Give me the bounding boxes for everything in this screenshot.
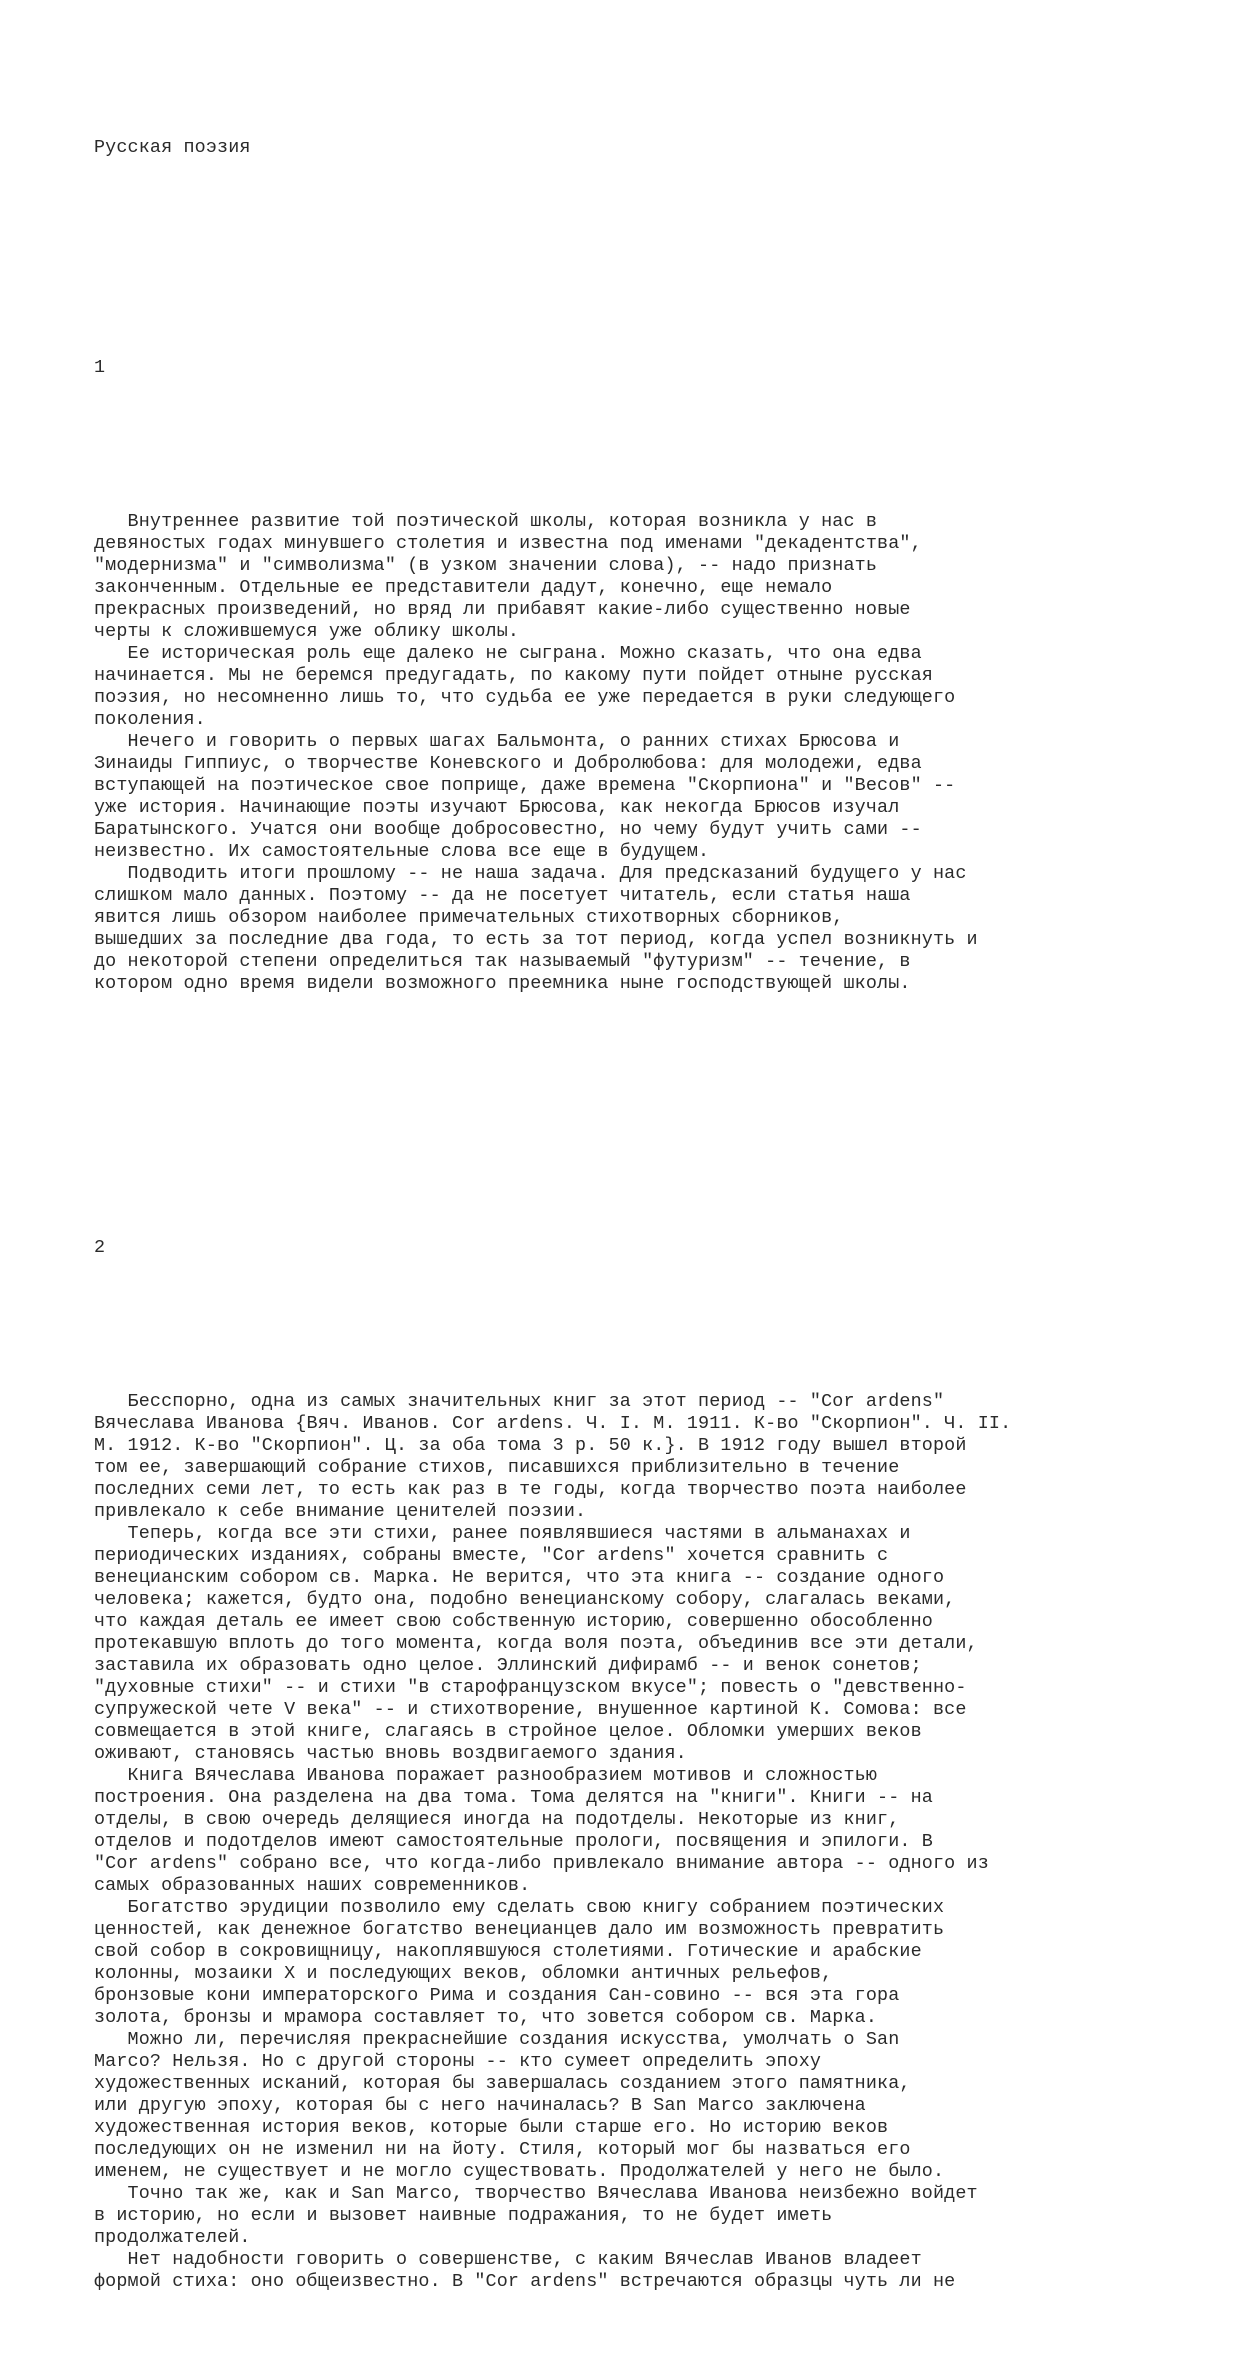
text-line: Нечего и говорить о первых шагах Бальмонта, о ранних стихах Брюсова и: [94, 731, 900, 752]
text-line: законченным. Отдельные ее представители дадут, конечно, еще немало: [94, 577, 833, 598]
text-line: человека; кажется, будто она, подобно венецианскому собору, слагалась веками,: [94, 1589, 956, 1610]
spacer: [94, 423, 1214, 467]
spacer: [94, 203, 1214, 247]
text-line: "духовные стихи" -- и стихи "в старофранцузском вкусе"; повесть о "девственно-: [94, 1677, 967, 1698]
text-line: заставила их образовать одно целое. Эллинский дифирамб -- и венок сонетов;: [94, 1655, 922, 1676]
text-line: явится лишь обзором наиболее примечательных стихотворных сборников,: [94, 907, 844, 928]
text-line: отделов и подотделов имеют самостоятельные прологи, посвящения и эпилоги. В: [94, 1831, 933, 1852]
section-2: [94, 1193, 1214, 2337]
text-line: колонны, мозаики X и последующих веков, обломки античных рельефов,: [94, 1963, 833, 1984]
text-line: Бесспорно, одна из самых значительных книг за этот период -- "Cor ardens": [94, 1391, 945, 1412]
text-line: ценностей, как денежное богатство венецианцев дало им возможность превратить: [94, 1919, 945, 1940]
text-line: самых образованных наших современников.: [94, 1875, 531, 1896]
text-line: бронзовые кони императорского Рима и создания Сан-совино -- вся эта гора: [94, 1985, 900, 2006]
text-line: отделы, в свою очередь делящиеся иногда на подотделы. Некоторые из книг,: [94, 1809, 900, 1830]
text-line: Книга Вячеслава Иванова поражает разнообразием мотивов и сложностью: [94, 1765, 878, 1786]
text-line: венецианским собором св. Марка. Не верится, что эта книга -- создание одного: [94, 1567, 945, 1588]
section-1: [94, 313, 1214, 1039]
text-line: М. 1912. К-во "Скорпион". Ц. за оба тома 3 р. 50 к.}. В 1912 году вышел второй: [94, 1435, 967, 1456]
section-number: 2: [94, 1237, 106, 1258]
text-line: начинается. Мы не беремся предугадать, по какому пути пойдет отныне русская: [94, 665, 933, 686]
text-line: совмещается в этой книге, слагаясь в стройное целое. Обломки умерших веков: [94, 1721, 922, 1742]
text-line: периодических изданиях, собраны вместе, "Cor ardens" хочется сравнить с: [94, 1545, 889, 1566]
text-line: Ее историческая роль еще далеко не сыграна. Можно сказать, что она едва: [94, 643, 922, 664]
text-line: что каждая деталь ее имеет свою собственную историю, совершенно обособленно: [94, 1611, 933, 1632]
text-line: котором одно время видели возможного преемника ныне господствующей школы.: [94, 973, 911, 994]
text-line: поколения.: [94, 709, 206, 730]
text-line: золота, бронзы и мрамора составляет то, что зовется собором св. Марка.: [94, 2007, 878, 2028]
text-line: протекавшую вплоть до того момента, когда воля поэта, объединив все эти детали,: [94, 1633, 978, 1654]
text-line: Нет надобности говорить о совершенстве, с каким Вячеслав Иванов владеет: [94, 2249, 922, 2270]
section-body: [94, 1391, 1214, 2293]
text-line: черты к сложившемуся уже облику школы.: [94, 621, 520, 642]
text-line: Теперь, когда все эти стихи, ранее появлявшиеся частями в альманахах и: [94, 1523, 911, 1544]
text-line: Точно так же, как и San Marco, творчество Вячеслава Иванова неизбежно войдет: [94, 2183, 978, 2204]
text-line: последних семи лет, то есть как раз в те годы, когда творчество поэта наиболее: [94, 1479, 967, 1500]
text-line: вышедших за последние два года, то есть за тот период, когда успел возникнуть и: [94, 929, 978, 950]
text-line: слишком мало данных. Поэтому -- да не посетует читатель, если статья наша: [94, 885, 911, 906]
text-line: уже история. Начинающие поэты изучают Брюсова, как некогда Брюсов изучал: [94, 797, 900, 818]
text-line: Богатство эрудиции позволило ему сделать свою книгу собранием поэтических: [94, 1897, 945, 1918]
text-line: художественная история веков, которые были старше его. Но историю веков: [94, 2117, 889, 2138]
text-line: "Cor ardens" собрано все, что когда-либо привлекало внимание автора -- одного из: [94, 1853, 989, 1874]
text-line: девяностых годах минувшего столетия и известна под именами "декадентства",: [94, 533, 922, 554]
text-line: Можно ли, перечисляя прекраснейшие создания искусства, умолчать о San: [94, 2029, 900, 2050]
text-line: том ее, завершающий собрание стихов, писавшихся приблизительно в течение: [94, 1457, 900, 1478]
section-number: 1: [94, 357, 106, 378]
text-line: Баратынского. Учатся они вообще добросовестно, но чему будут учить сами --: [94, 819, 922, 840]
text-line: построения. Она разделена на два тома. Тома делятся на "книги". Книги -- на: [94, 1787, 933, 1808]
text-line: Вячеслава Иванова {Вяч. Иванов. Cor ardens. Ч. I. М. 1911. К-во "Скорпион". Ч. II.: [94, 1413, 1012, 1434]
text-line: вступающей на поэтическое свое поприще, даже времена "Скорпиона" и "Весов" --: [94, 775, 956, 796]
spacer: [94, 1303, 1214, 1347]
text-line: последующих он не изменил ни на йоту. Стиля, который мог бы назваться его: [94, 2139, 911, 2160]
section-body: [94, 511, 1214, 995]
text-line: поэзия, но несомненно лишь то, что судьба ее уже передается в руки следующего: [94, 687, 956, 708]
text-line: оживают, становясь частью вновь воздвигаемого здания.: [94, 1743, 687, 1764]
text-line: Зинаиды Гиппиус, о творчестве Коневского и Добролюбова: для молодежи, едва: [94, 753, 922, 774]
text-line: формой стиха: оно общеизвестно. В "Cor ardens" встречаются образцы чуть ли не: [94, 2271, 956, 2292]
text-line: или другую эпоху, которая бы с него начиналась? В San Marco заключена: [94, 2095, 866, 2116]
text-line: привлекало к себе внимание ценителей поэзии.: [94, 1501, 587, 1522]
text-line: в историю, но если и вызовет наивные подражания, то не будет иметь: [94, 2205, 833, 2226]
text-line: Внутреннее развитие той поэтической школы, которая возникла у нас в: [94, 511, 878, 532]
text-line: до некоторой степени определиться так называемый "футуризм" -- течение, в: [94, 951, 911, 972]
text-line: супружеской чете V века" -- и стихотворение, внушенное картиной К. Сомова: все: [94, 1699, 967, 1720]
text-line: "модернизма" и "символизма" (в узком значении слова), -- надо признать: [94, 555, 878, 576]
text-line: Marco? Нельзя. Но с другой стороны -- кто сумеет определить эпоху: [94, 2051, 822, 2072]
text-line: прекрасных произведений, но вряд ли прибавят какие-либо существенно новые: [94, 599, 911, 620]
document-title: Русская поэзия: [94, 137, 251, 158]
text-line: неизвестно. Их самостоятельные слова все еще в будущем.: [94, 841, 710, 862]
text-line: Подводить итоги прошлому -- не наша задача. Для предсказаний будущего у нас: [94, 863, 967, 884]
text-line: именем, не существует и не могло существовать. Продолжателей у него не было.: [94, 2161, 945, 2182]
spacer: [94, 1105, 1214, 1127]
text-line: художественных исканий, которая бы завершалась созданием этого памятника,: [94, 2073, 911, 2094]
text-line: свой собор в сокровищницу, накоплявшуюся столетиями. Готические и арабские: [94, 1941, 922, 1962]
text-line: продолжателей.: [94, 2227, 251, 2248]
document-page: [94, 93, 1214, 2359]
